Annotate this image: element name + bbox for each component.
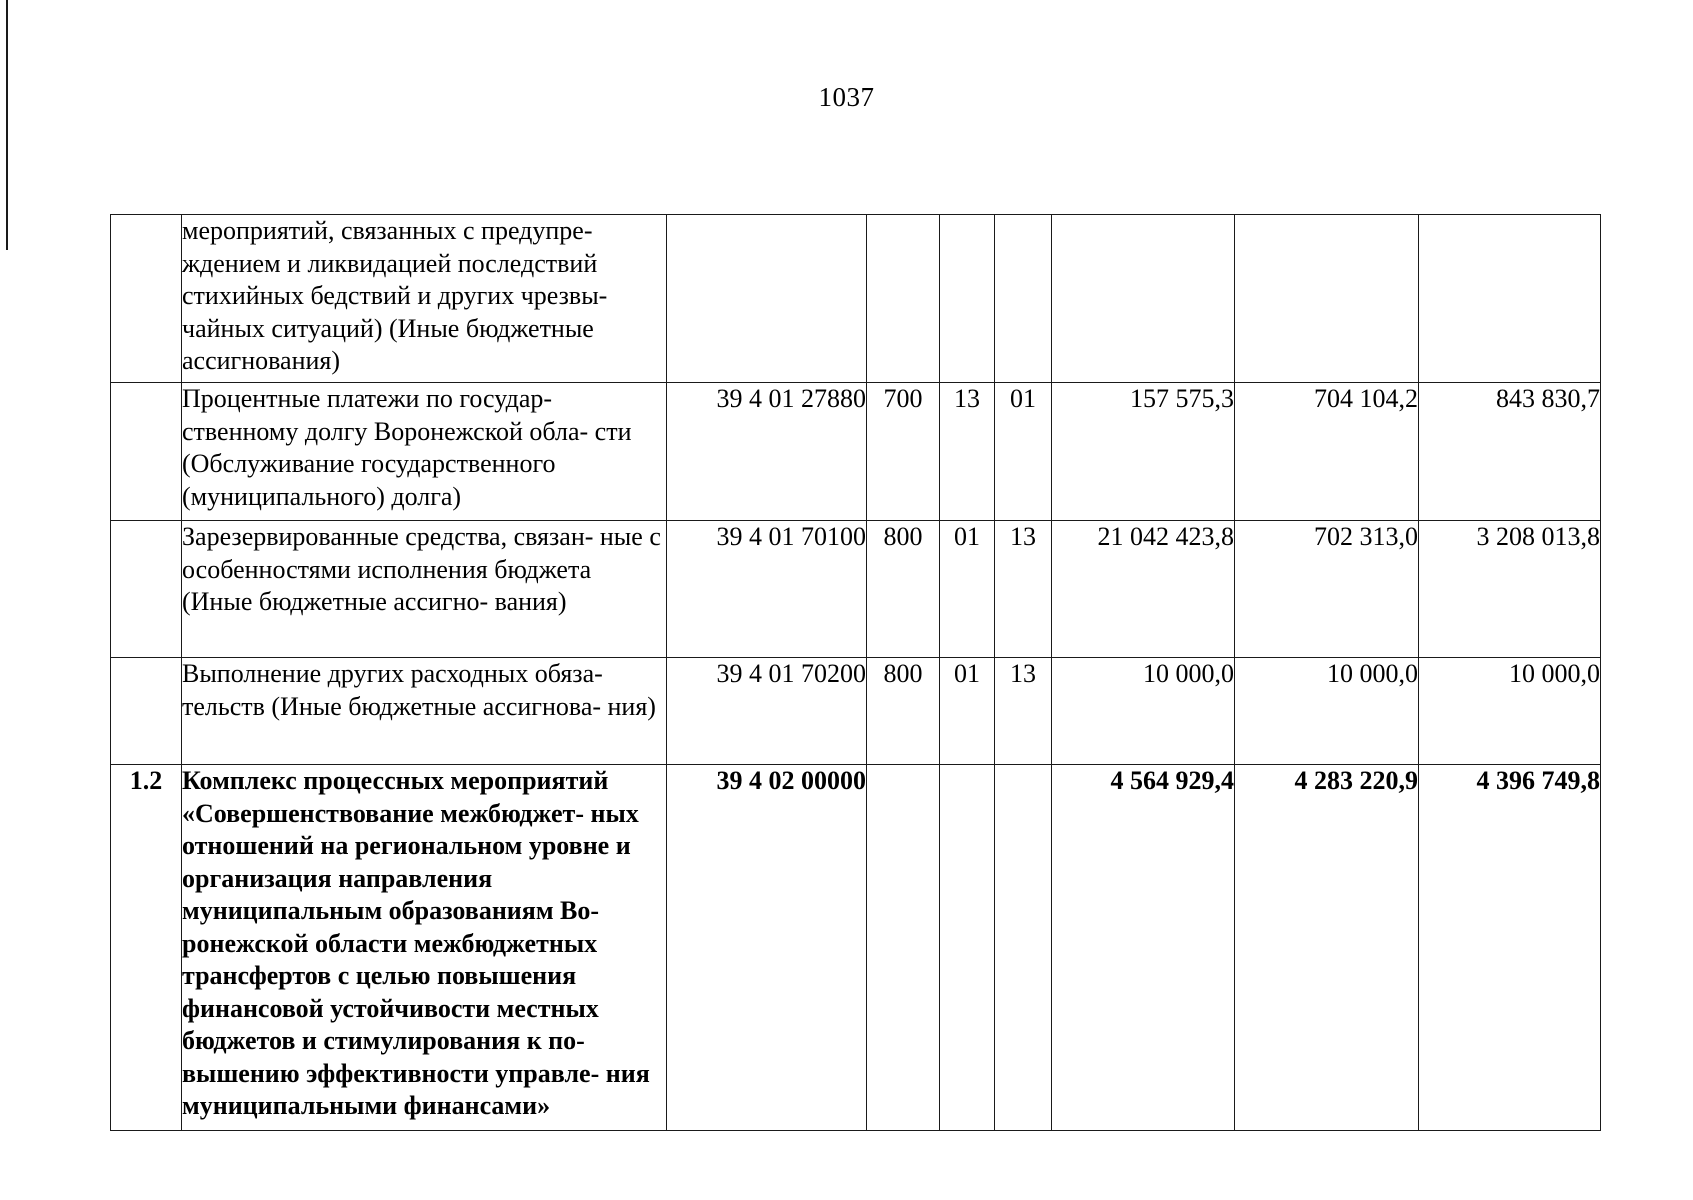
table-row	[111, 383, 1601, 521]
amount-year-2	[1235, 215, 1419, 383]
row-number: 1.2	[111, 765, 182, 1131]
amount-year-1	[1052, 215, 1235, 383]
amount-year-1: 157 575,3	[1052, 383, 1235, 521]
amount-year-1: 4 564 929,4	[1052, 765, 1235, 1131]
table-row	[111, 215, 1601, 383]
table-row	[111, 658, 1601, 765]
target-article-code: 39 4 01 70100	[667, 521, 867, 658]
expense-type-code: 800	[867, 658, 940, 765]
subsection-code: 13	[995, 658, 1052, 765]
row-number	[111, 383, 182, 521]
expense-type-code	[867, 215, 940, 383]
target-article-code	[667, 215, 867, 383]
section-code	[940, 765, 995, 1131]
expense-type-code	[867, 765, 940, 1131]
scan-edge-line	[6, 0, 8, 250]
subsection-code: 13	[995, 521, 1052, 658]
expense-type-code: 800	[867, 521, 940, 658]
amount-year-3: 3 208 013,8	[1419, 521, 1601, 658]
amount-year-2: 702 313,0	[1235, 521, 1419, 658]
target-article-code: 39 4 01 70200	[667, 658, 867, 765]
section-code: 01	[940, 658, 995, 765]
page-number: 1037	[818, 82, 875, 112]
amount-year-1: 21 042 423,8	[1052, 521, 1235, 658]
row-number	[111, 521, 182, 658]
section-code	[940, 215, 995, 383]
subsection-code	[995, 215, 1052, 383]
table-row	[111, 521, 1601, 658]
amount-year-3: 843 830,7	[1419, 383, 1601, 521]
target-article-code: 39 4 01 27880	[667, 383, 867, 521]
expense-type-code: 700	[867, 383, 940, 521]
expense-name: Комплекс процессных мероприятий «Совершенствование межбюджет- ных отношений на региональном уровне и организация направления муниципальным образованиям Во- ронежской области межбюджетных трансфертов с целью повышения финансовой устойчивости местных бюджетов и стимулирования к по- вышению эффективности управле- ния муниципальными финансами»	[182, 765, 667, 1131]
row-number	[111, 215, 182, 383]
subsection-code: 01	[995, 383, 1052, 521]
amount-year-3: 4 396 749,8	[1419, 765, 1601, 1131]
amount-year-2: 10 000,0	[1235, 658, 1419, 765]
expense-name: Зарезервированные средства, связан- ные с особенностями исполнения бюджета (Иные бюджетные ассигно- вания)	[182, 521, 667, 658]
amount-year-2: 704 104,2	[1235, 383, 1419, 521]
amount-year-3: 10 000,0	[1419, 658, 1601, 765]
expense-name: Процентные платежи по государ- ственному долгу Воронежской обла- сти (Обслуживание государственного (муниципального) долга)	[182, 383, 667, 521]
section-code: 13	[940, 383, 995, 521]
amount-year-3	[1419, 215, 1601, 383]
expense-name: Выполнение других расходных обяза- тельств (Иные бюджетные ассигнова- ния)	[182, 658, 667, 765]
amount-year-2: 4 283 220,9	[1235, 765, 1419, 1131]
subsection-code	[995, 765, 1052, 1131]
budget-table	[110, 214, 1601, 1131]
target-article-code: 39 4 02 00000	[667, 765, 867, 1131]
amount-year-1: 10 000,0	[1052, 658, 1235, 765]
table-row	[111, 765, 1601, 1131]
expense-name: мероприятий, связанных с предупре- ждением и ликвидацией последствий стихийных бедствий и других чрезвы- чайных ситуаций) (Иные бюджетные ассигнования)	[182, 215, 667, 383]
row-number	[111, 658, 182, 765]
section-code: 01	[940, 521, 995, 658]
